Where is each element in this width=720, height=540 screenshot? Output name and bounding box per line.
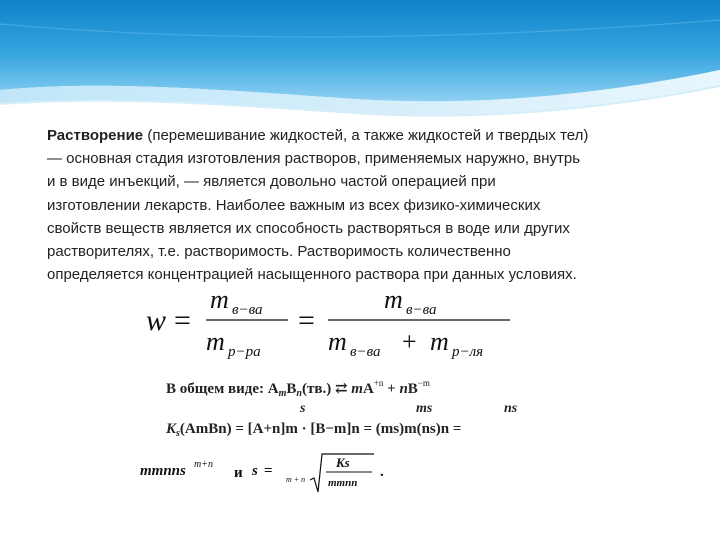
header-wave-decoration: [0, 0, 720, 130]
general-equilibrium-equation: В общем виде: $A_mB_n(тв.)$ ⇄ $mA^{+n} + nB^{-m}$: [166, 378, 430, 399]
denominator-subscript: р−ра: [228, 344, 261, 360]
denominator2-subscript2: р−ля: [452, 344, 484, 360]
mass-fraction-equation: [140, 284, 530, 362]
numerator-m: m: [210, 285, 229, 314]
equals-sign: =: [174, 304, 191, 337]
root-index: m + n: [286, 475, 306, 484]
term-dissolution: Растворение: [47, 127, 144, 144]
paragraph-line-3: и в виде инъекций, — является довольно частой операцией при: [47, 173, 496, 191]
below-ns: ns: [504, 401, 518, 416]
paragraph-line-1: Растворение (перемешивание жидкостей, а также жидкостей и твердых тел): [47, 127, 589, 144]
numerator-subscript: в−ва: [232, 302, 263, 318]
plus-sign: +: [402, 327, 417, 356]
paragraph-line-4: изготовлении лекарств. Наиболее важным из всех физико-химических: [47, 196, 541, 214]
solubility-root-equation: [140, 450, 400, 504]
equilibrium-arrow: ⇄: [334, 381, 348, 397]
numerator2-m: m: [384, 285, 403, 314]
svg-text:m+n: m+n: [194, 459, 213, 470]
numerator2-subscript: в−ва: [406, 302, 437, 318]
denominator2-m2: m: [430, 327, 449, 356]
paragraph-line-6: растворителях, т.е. растворимость. Растворимость количественно: [47, 243, 511, 261]
denominator2-m1: m: [328, 327, 347, 356]
svg-text:.: .: [380, 464, 384, 480]
svg-text:Ks: Ks: [336, 455, 350, 470]
below-ms: ms: [416, 401, 433, 416]
w-symbol: w: [146, 304, 167, 337]
denominator-m: m: [206, 327, 225, 356]
solubility-product-equation: $K_s(AmBn) = [A+n]m \cdot [B-m]n = (ms)m(ns)n$ =: [166, 421, 462, 439]
paragraph-line-2: — основная стадия изготовления растворов, применяемых наружно, внутрь: [47, 150, 581, 168]
denominator2-subscript1: в−ва: [350, 344, 381, 360]
equals-sign-2: =: [298, 304, 315, 337]
svg-text:s: s: [252, 463, 258, 479]
svg-text:mmnns: mmnns: [140, 463, 186, 479]
paragraph-line-7: определяется концентрацией насыщенного раствора при данных условиях.: [47, 266, 577, 284]
below-s: s: [300, 401, 306, 416]
svg-text:=: =: [264, 463, 273, 479]
paragraph-line-5: свойств веществ является их способность растворяться в воде или других: [47, 219, 570, 237]
paragraph-body: [47, 124, 687, 286]
svg-text:mmnn: mmnn: [328, 477, 358, 489]
conjunction: и: [234, 465, 243, 481]
